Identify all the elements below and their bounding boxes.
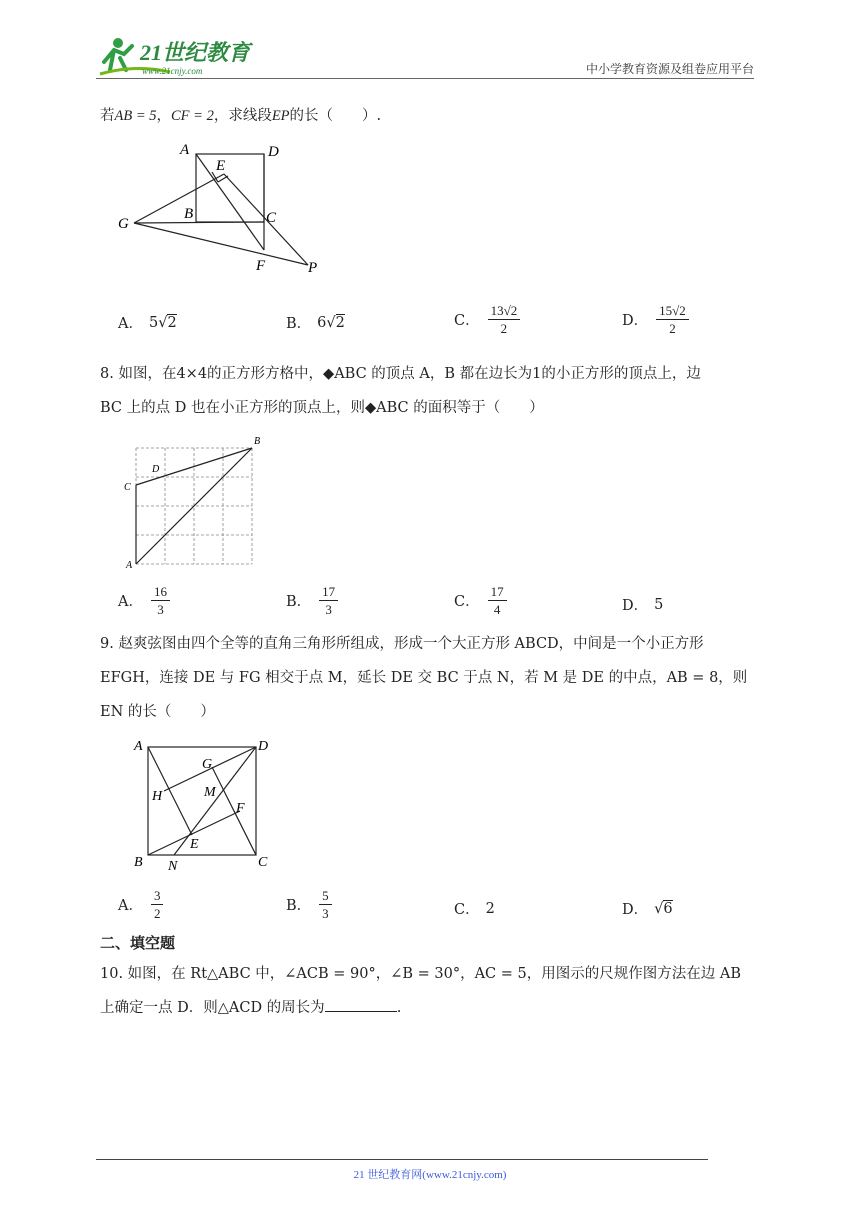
site-logo [96, 34, 256, 78]
q10-stem-line2: 上确定一点 D．则△ACD 的周长为 . [100, 992, 760, 1024]
svg-text:B: B [184, 206, 194, 222]
q8-stem-line1: 8. 如图，在4×4的正方形方格中，◆ABC 的顶点 A，B 都在边长为1的小正方形的顶点上，边 [100, 366, 701, 382]
q8-grid-figure [118, 432, 268, 572]
platform-title: 中小学教育资源及组卷应用平台 [585, 62, 754, 76]
svg-text:A: A [134, 739, 143, 754]
svg-text:E: E [216, 158, 226, 174]
footer-divider [96, 1159, 708, 1160]
svg-text:F: F [236, 801, 245, 816]
q7-option-d[interactable]: D． $\frac{15√2}{2}$ [622, 303, 689, 336]
q7-stem: 若AB = 5，CF = 2，求线段EP的长（ ）. [100, 108, 382, 124]
svg-text:D: D [268, 144, 279, 160]
svg-text:M: M [204, 785, 216, 800]
svg-text:G: G [202, 757, 213, 772]
q9-option-d[interactable]: D． √ 6 [622, 900, 673, 918]
svg-text:C: C [258, 855, 268, 870]
q9-stem-line1: 9. 赵爽弦图由四个全等的直角三角形所组成，形成一个大正方形 ABCD，中间是一个小正方形 [100, 636, 704, 652]
q8-option-c[interactable]: C． $\frac{17}{4}$ [454, 584, 507, 617]
logo-text: 21世纪教育 [140, 40, 251, 65]
svg-text:E: E [190, 837, 199, 852]
svg-text:G: G [118, 216, 129, 232]
q7-option-c[interactable]: C． $\frac{13√2}{2}$ [454, 303, 520, 336]
svg-text:A: A [126, 560, 133, 571]
svg-text:B: B [254, 436, 261, 447]
q8-option-d[interactable]: D． 5 [622, 596, 664, 614]
svg-text:N: N [168, 859, 178, 874]
q8-option-a[interactable]: A． $\frac{16}{3}$ [118, 584, 170, 617]
q9-option-c[interactable]: C． 2 [454, 900, 495, 918]
q8-stem-line2: BC 上的点 D 也在小正方形的顶点上，则◆ABC 的面积等于（ ） [100, 400, 544, 416]
svg-text:H: H [152, 789, 163, 804]
svg-text:F: F [256, 258, 266, 274]
q9-stem-line2: EFGH，连接 DE 与 FG 相交于点 M，延长 DE 交 BC 于点 N，若 M 是 DE 的中点，AB = 8，则 [100, 670, 748, 686]
svg-text:A: A [180, 142, 190, 158]
svg-text:D: D [258, 739, 269, 754]
q7-option-b[interactable]: B． 6 √ 2 [286, 314, 345, 332]
q10-stem-line1: 10. 如图，在 Rt△ABC 中，∠ACB = 90°，∠B = 30°，AC = 5，用图示的尺规作图方法在边 AB [100, 966, 741, 982]
section-title-fill-in: 二、填空题 [100, 934, 176, 952]
footer-text: 21 世纪教育网(www.21cnjy.com) [353, 1169, 507, 1181]
logo-subtext: www.21cnjy.com [142, 66, 203, 76]
svg-text:P: P [308, 260, 318, 276]
q10-answer-blank[interactable] [325, 997, 397, 1012]
header-divider [96, 78, 754, 79]
svg-text:B: B [134, 855, 143, 870]
svg-text:C: C [124, 482, 131, 493]
q9-option-b[interactable]: B． $\frac{5}{3}$ [286, 888, 332, 921]
q7-figure [112, 138, 332, 278]
q9-stem-line3: EN 的长（ ） [100, 704, 215, 720]
q9-figure [128, 734, 288, 874]
q7-square [196, 154, 264, 222]
svg-text:D: D [152, 464, 160, 475]
q9-option-a[interactable]: A． $\frac{3}{2}$ [118, 888, 163, 921]
q8-option-b[interactable]: B． $\frac{17}{3}$ [286, 584, 338, 617]
svg-text:C: C [266, 210, 277, 226]
q7-option-a[interactable]: A． 5 √ 2 [118, 314, 177, 332]
